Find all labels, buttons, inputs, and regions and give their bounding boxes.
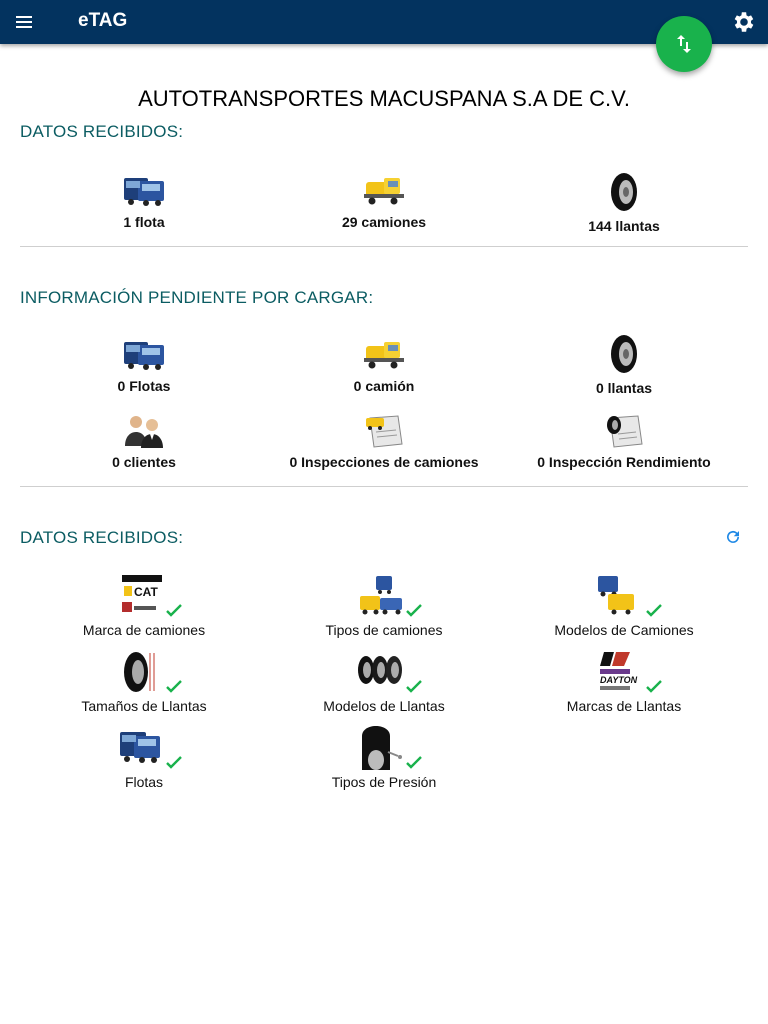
svg-text:CAT: CAT xyxy=(134,585,158,599)
check-icon xyxy=(646,604,662,618)
catalog-tire-models-label: Modelos de Llantas xyxy=(323,698,445,714)
check-icon xyxy=(166,604,182,618)
fleet-truck-icon xyxy=(122,336,166,372)
pending-fleets-label: 0 Flotas xyxy=(117,378,171,394)
catalog-truck-brands-label: Marca de camiones xyxy=(82,622,206,638)
tire-sizes-icon xyxy=(114,650,174,694)
pending-trucks xyxy=(256,336,512,394)
pending-performance-inspection-label: 0 Inspección Rendimiento xyxy=(537,454,711,470)
company-name: AUTOTRANSPORTES MACUSPANA S.A DE C.V. xyxy=(138,86,630,111)
check-icon xyxy=(646,680,662,694)
refresh-icon[interactable] xyxy=(724,528,742,546)
tire-inspection-icon xyxy=(602,412,646,448)
catalog-tire-brands xyxy=(496,650,752,714)
received-fleet-label: 1 flota xyxy=(123,214,165,230)
check-icon xyxy=(166,756,182,770)
received-section-title: DATOS RECIBIDOS: xyxy=(20,122,184,141)
app-title: eTAG xyxy=(78,10,128,31)
yellow-truck-icon xyxy=(362,336,406,372)
divider xyxy=(20,246,748,247)
received-trucks xyxy=(256,172,512,230)
check-icon xyxy=(406,604,422,618)
catalog-tire-sizes xyxy=(16,650,272,714)
tire-models-icon xyxy=(354,650,414,694)
catalog-truck-types-label: Tipos de camiones xyxy=(325,622,443,638)
tire-icon xyxy=(602,334,646,374)
clients-icon xyxy=(122,412,166,448)
menu-icon[interactable] xyxy=(12,10,36,34)
pending-truck-inspections-label: 0 Inspecciones de camiones xyxy=(289,454,479,470)
check-icon xyxy=(406,756,422,770)
catalog-truck-models xyxy=(496,574,752,638)
pending-trucks-label: 0 camión xyxy=(353,378,415,394)
app-bar xyxy=(0,0,768,44)
catalogs-section-title: DATOS RECIBIDOS: xyxy=(20,528,184,547)
catalog-truck-types xyxy=(256,574,512,638)
svg-text:DAYTON: DAYTON xyxy=(600,675,638,685)
pending-section-title: INFORMACIÓN PENDIENTE POR CARGAR: xyxy=(20,288,374,307)
pending-clients xyxy=(16,412,272,470)
pending-fleets xyxy=(16,336,272,394)
truck-models-icon xyxy=(594,574,654,618)
catalog-tire-sizes-label: Tamaños de Llantas xyxy=(81,698,207,714)
pending-performance-inspection xyxy=(496,412,752,470)
catalog-fleets-label: Flotas xyxy=(124,774,164,790)
truck-types-icon xyxy=(354,574,414,618)
catalog-pressure-types xyxy=(256,726,512,790)
swap-vertical-icon xyxy=(672,32,696,56)
truck-brands-logo-icon xyxy=(114,574,174,618)
check-icon xyxy=(166,680,182,694)
divider xyxy=(20,486,748,487)
check-icon xyxy=(406,680,422,694)
pending-tires xyxy=(496,334,752,396)
truck-inspection-icon xyxy=(362,412,406,448)
pressure-types-icon xyxy=(354,726,414,770)
fleet-truck-icon xyxy=(122,172,166,208)
gear-icon[interactable] xyxy=(731,9,757,35)
catalog-truck-models-label: Modelos de Camiones xyxy=(554,622,694,638)
pending-clients-label: 0 clientes xyxy=(112,454,176,470)
yellow-truck-icon xyxy=(362,172,406,208)
tire-brands-logo-icon xyxy=(594,650,654,694)
received-tires xyxy=(496,172,752,234)
received-tires-label: 144 llantas xyxy=(588,218,660,234)
catalog-tire-models xyxy=(256,650,512,714)
received-fleet xyxy=(16,172,272,230)
fleet-truck-icon xyxy=(114,726,174,770)
received-trucks-label: 29 camiones xyxy=(341,214,427,230)
pending-tires-label: 0 llantas xyxy=(595,380,653,396)
catalog-tire-brands-label: Marcas de Llantas xyxy=(566,698,682,714)
catalog-truck-brands xyxy=(16,574,272,638)
pending-truck-inspections xyxy=(256,412,512,470)
sync-button[interactable] xyxy=(656,16,712,72)
catalog-fleets xyxy=(16,726,272,790)
catalog-pressure-types-label: Tipos de Presión xyxy=(331,774,437,790)
tire-icon xyxy=(602,172,646,212)
